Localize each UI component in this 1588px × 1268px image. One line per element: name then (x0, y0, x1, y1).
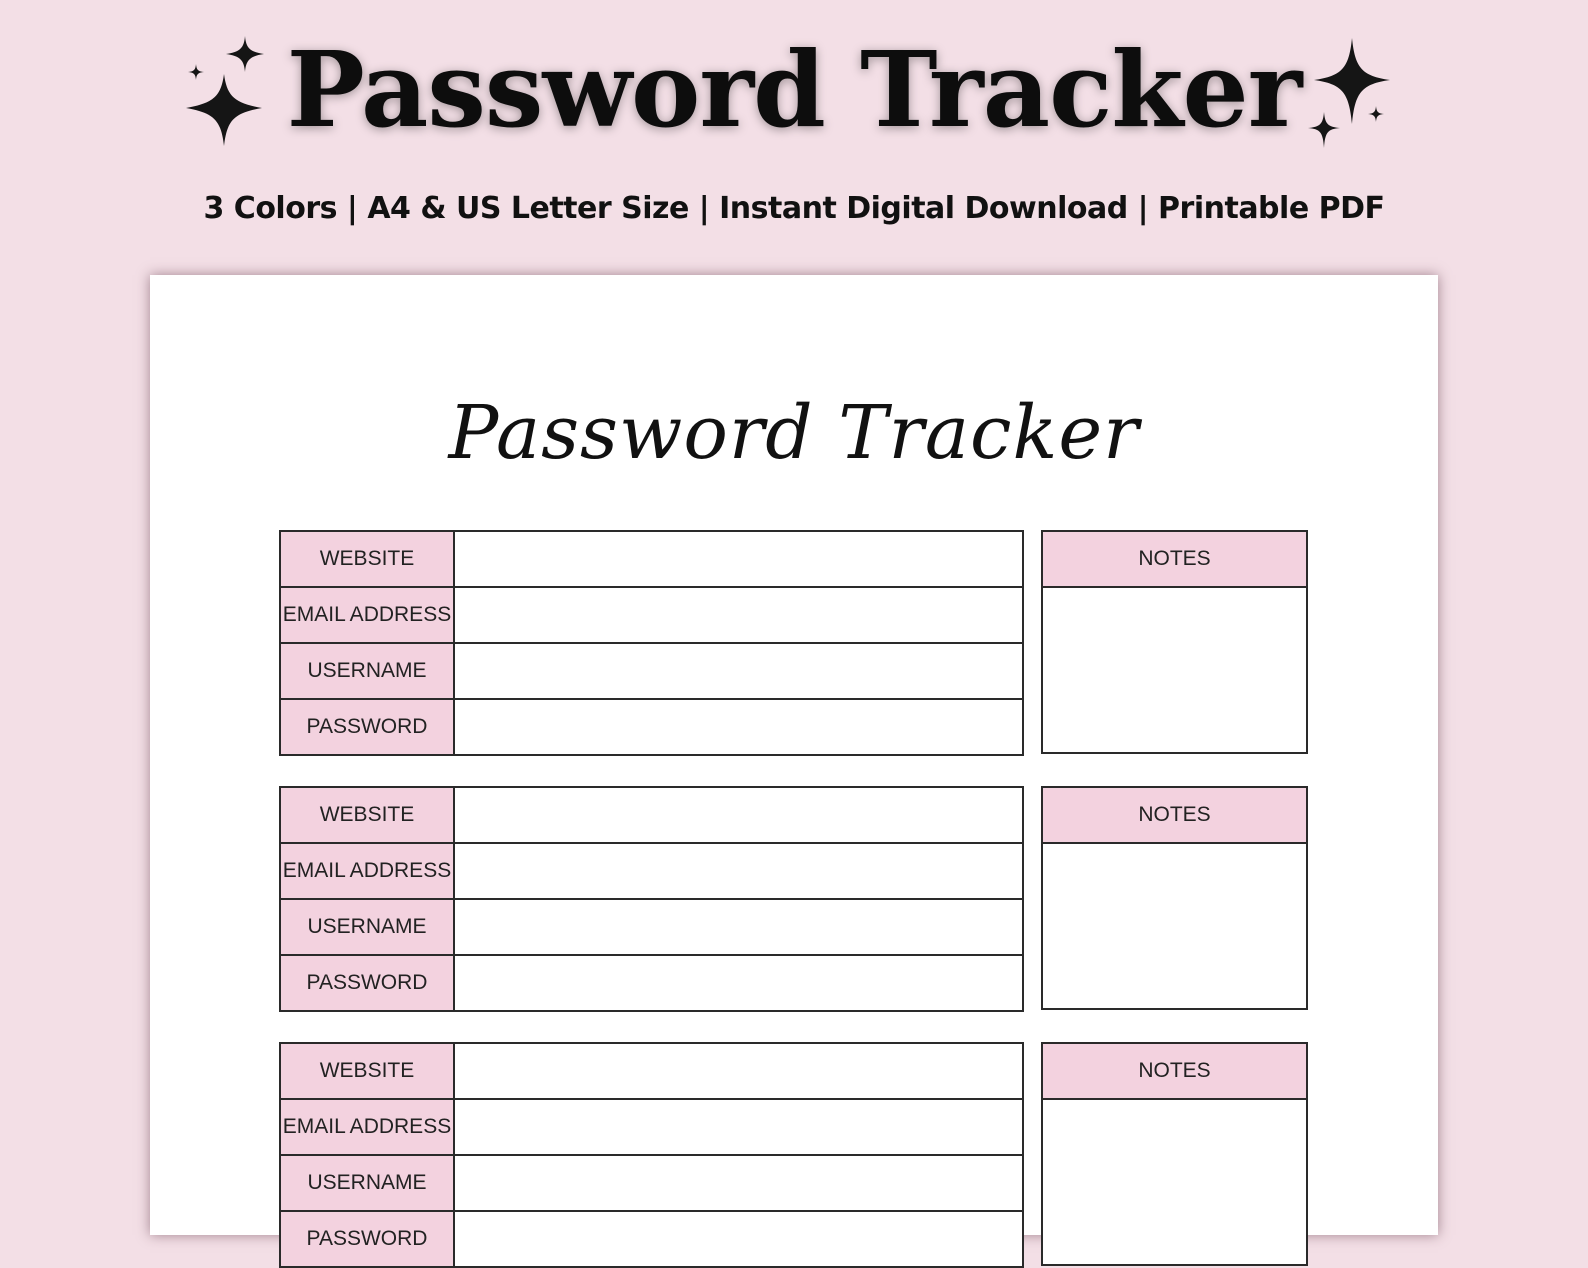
notes-label: NOTES (1043, 1044, 1306, 1100)
form-row-password (281, 700, 1022, 754)
notes-label: NOTES (1043, 788, 1306, 844)
form-row-email (281, 844, 1022, 900)
entry-form-table (279, 786, 1024, 1012)
form-row-username (281, 1156, 1022, 1212)
notes-field[interactable] (1043, 1100, 1306, 1266)
form-row-email (281, 588, 1022, 644)
email-field[interactable] (455, 588, 1022, 642)
page-title: Password Tracker (286, 28, 1302, 151)
password-field[interactable] (455, 700, 1022, 754)
website-field[interactable] (455, 532, 1022, 586)
username-label: USERNAME (281, 644, 455, 698)
website-label: WEBSITE (281, 788, 455, 842)
email-label: EMAIL ADDRESS (281, 844, 455, 898)
form-row-password (281, 1212, 1022, 1266)
password-label: PASSWORD (281, 700, 455, 754)
form-row-username (281, 644, 1022, 700)
entry-form-table (279, 1042, 1024, 1268)
form-row-website (281, 1044, 1022, 1100)
password-label: PASSWORD (281, 956, 455, 1010)
email-field[interactable] (455, 1100, 1022, 1154)
notes-box (1041, 786, 1308, 1010)
notes-label: NOTES (1043, 532, 1306, 588)
form-row-password (281, 956, 1022, 1010)
form-row-website (281, 788, 1022, 844)
email-label: EMAIL ADDRESS (281, 588, 455, 642)
notes-box (1041, 530, 1308, 754)
sheet-title: Password Tracker (448, 390, 1140, 476)
website-field[interactable] (455, 1044, 1022, 1098)
email-label: EMAIL ADDRESS (281, 1100, 455, 1154)
password-field[interactable] (455, 956, 1022, 1010)
password-field[interactable] (455, 1212, 1022, 1266)
notes-field[interactable] (1043, 844, 1306, 1010)
website-field[interactable] (455, 788, 1022, 842)
notes-box (1041, 1042, 1308, 1266)
password-label: PASSWORD (281, 1212, 455, 1266)
form-row-username (281, 900, 1022, 956)
username-label: USERNAME (281, 900, 455, 954)
form-row-website (281, 532, 1022, 588)
username-label: USERNAME (281, 1156, 455, 1210)
page-subtitle: 3 Colors | A4 & US Letter Size | Instant Digital Download | Printable PDF (203, 191, 1385, 226)
form-row-email (281, 1100, 1022, 1156)
username-field[interactable] (455, 1156, 1022, 1210)
website-label: WEBSITE (281, 532, 455, 586)
username-field[interactable] (455, 900, 1022, 954)
username-field[interactable] (455, 644, 1022, 698)
notes-field[interactable] (1043, 588, 1306, 754)
entry-form-table (279, 530, 1024, 756)
website-label: WEBSITE (281, 1044, 455, 1098)
email-field[interactable] (455, 844, 1022, 898)
tracker-sheet (150, 275, 1438, 1250)
